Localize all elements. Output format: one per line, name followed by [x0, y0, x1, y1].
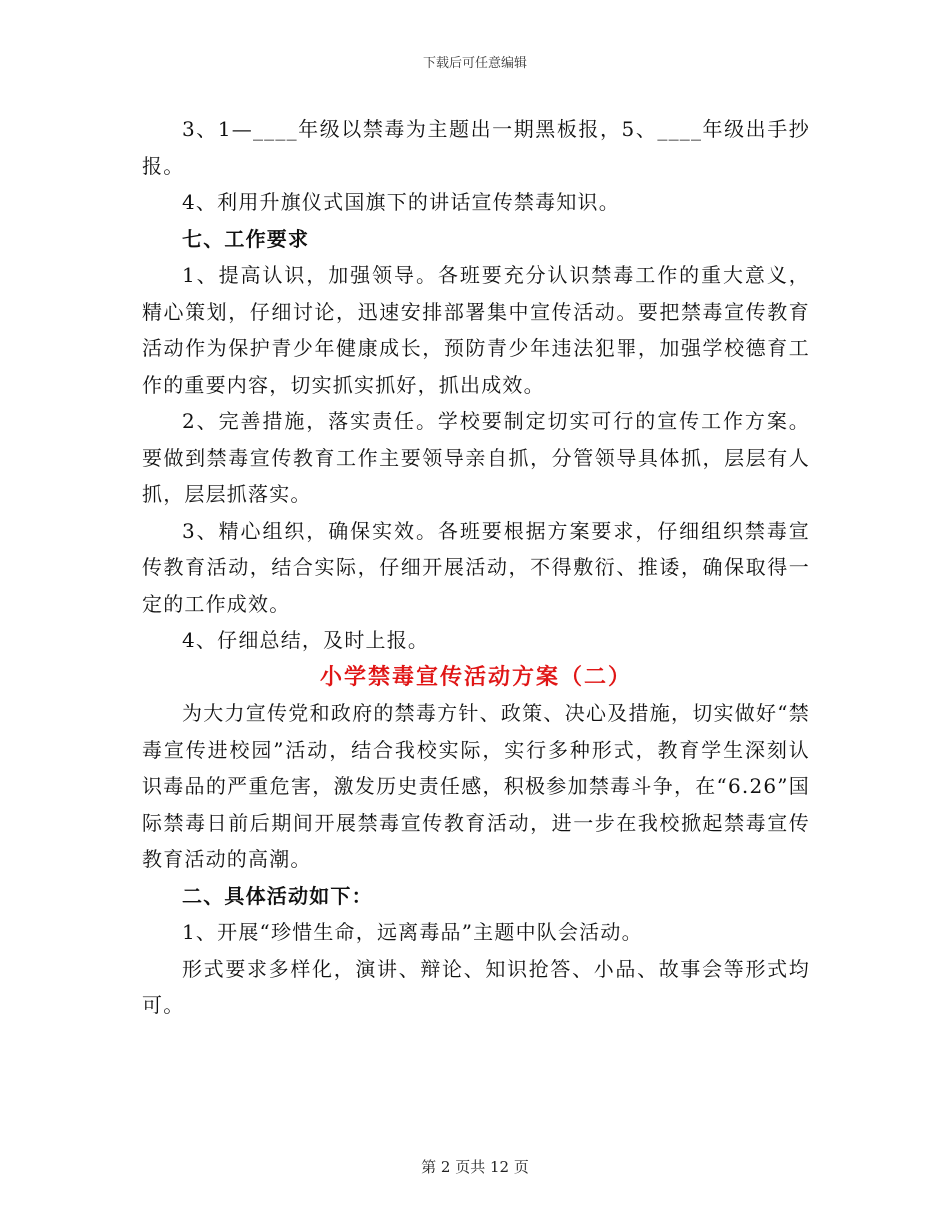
- paragraph-requirement-2: 2、完善措施，落实责任。学校要制定切实可行的宣传工作方案。要做到禁毒宣传教育工作主要领导亲自抓，分管领导具体抓，层层有人抓，层层抓落实。: [142, 409, 810, 506]
- paragraph-flag-speech: 4、利用升旗仪式国旗下的讲话宣传禁毒知识。: [182, 190, 620, 214]
- paragraph-intro: 为大力宣传党和政府的禁毒方针、政策、决心及措施，切实做好“禁毒宣传进校园”活动，结合我校实际，实行多种形式，教育学生深刻认识毒品的严重危害，激发历史责任感，积极参加禁毒斗争，在“6.26”国际禁毒日前后期间开展禁毒宣传教育活动，进一步在我校掀起禁毒宣传教育活动的高潮。: [142, 701, 810, 871]
- paragraph-requirement-3: 3、精心组织，确保实效。各班要根据方案要求，仔细组织禁毒宣传教育活动，结合实际，仔细开展活动，不得敷衍、推诿，确保取得一定的工作成效。: [142, 518, 810, 616]
- paragraph-requirement-1: 1、提高认识，加强领导。各班要充分认识禁毒工作的重大意义，精心策划，仔细讨论，迅速安排部署集中宣传活动。要把禁毒宣传教育活动作为保护青少年健康成长，预防青少年违法犯罪，加强学校德育工作的重要内容，切实抓实抓好，抓出成效。: [142, 263, 810, 397]
- paragraph-activity-1: 1、开展“珍惜生命，远离毒品”主题中队会活动。: [182, 920, 643, 944]
- paragraph-blackboard: 3、1—____年级以禁毒为主题出一期黑板报，5、____年级出手抄报。: [142, 117, 810, 178]
- paragraph-activity-forms: 形式要求多样化，演讲、辩论、知识抢答、小品、故事会等形式均可。: [142, 956, 810, 1017]
- document-body: [142, 111, 810, 1024]
- document-title-part-2: 小学禁毒宣传活动方案（二）: [319, 663, 632, 690]
- page-footer: 第 2 页共 12 页: [421, 1158, 529, 1176]
- section-heading-work-requirements: 七、工作要求: [182, 226, 310, 251]
- page-header: 下载后可任意编辑: [422, 56, 527, 71]
- paragraph-requirement-4: 4、仔细总结，及时上报。: [182, 628, 430, 652]
- section-heading-activities: 二、具体活动如下：: [182, 883, 373, 908]
